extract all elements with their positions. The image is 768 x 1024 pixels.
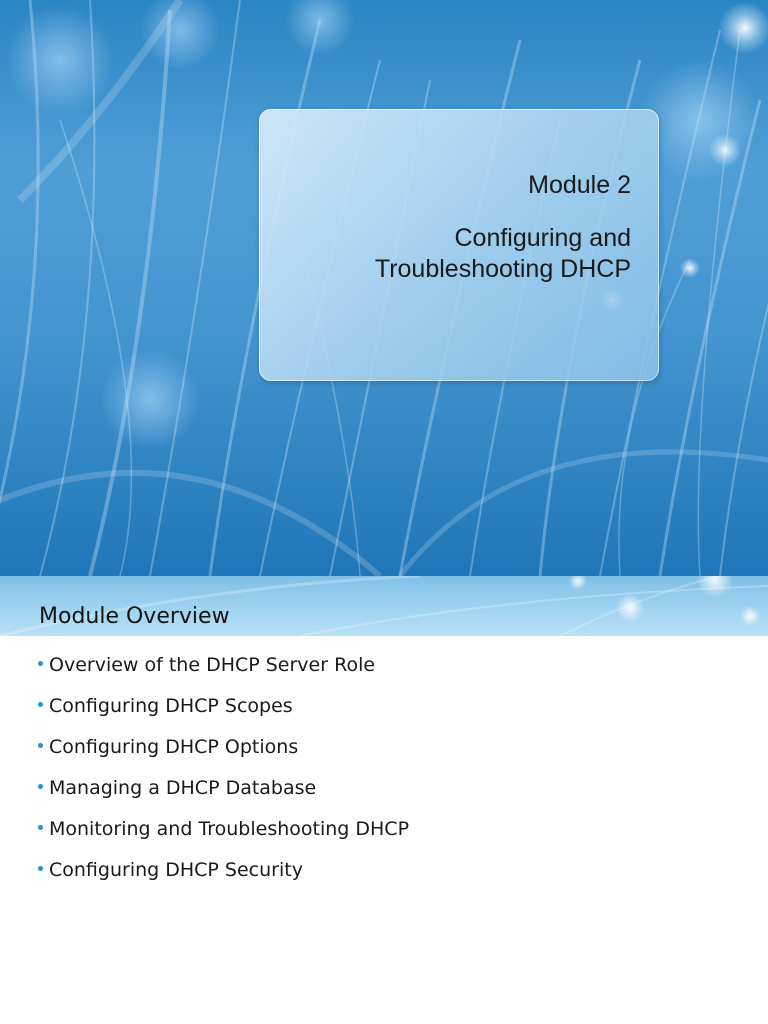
overview-heading: Module Overview	[39, 604, 230, 629]
bullet-text: Managing a DHCP Database	[49, 777, 317, 799]
bullet-text: Configuring DHCP Options	[49, 736, 299, 758]
list-item	[38, 653, 409, 694]
bullet-icon	[38, 743, 43, 748]
module-title: Configuring and Troubleshooting DHCP	[374, 224, 631, 283]
overview-slide	[0, 576, 768, 1024]
list-item	[38, 735, 409, 776]
list-item	[38, 858, 409, 899]
bullet-icon	[38, 661, 43, 666]
module-number: Module 2	[528, 171, 631, 199]
bullet-icon	[38, 784, 43, 789]
bullet-icon	[38, 825, 43, 830]
overview-header-band	[0, 576, 768, 636]
bullet-list	[38, 653, 409, 899]
title-card	[259, 109, 659, 381]
list-item	[38, 776, 409, 817]
list-item	[38, 694, 409, 735]
bullet-text: Monitoring and Troubleshooting DHCP	[49, 818, 410, 840]
bullet-text: Configuring DHCP Scopes	[49, 695, 293, 717]
list-item	[38, 817, 409, 858]
bullet-icon	[38, 866, 43, 871]
bullet-text: Overview of the DHCP Server Role	[49, 654, 376, 676]
bullet-text: Configuring DHCP Security	[49, 859, 303, 881]
bullet-icon	[38, 702, 43, 707]
